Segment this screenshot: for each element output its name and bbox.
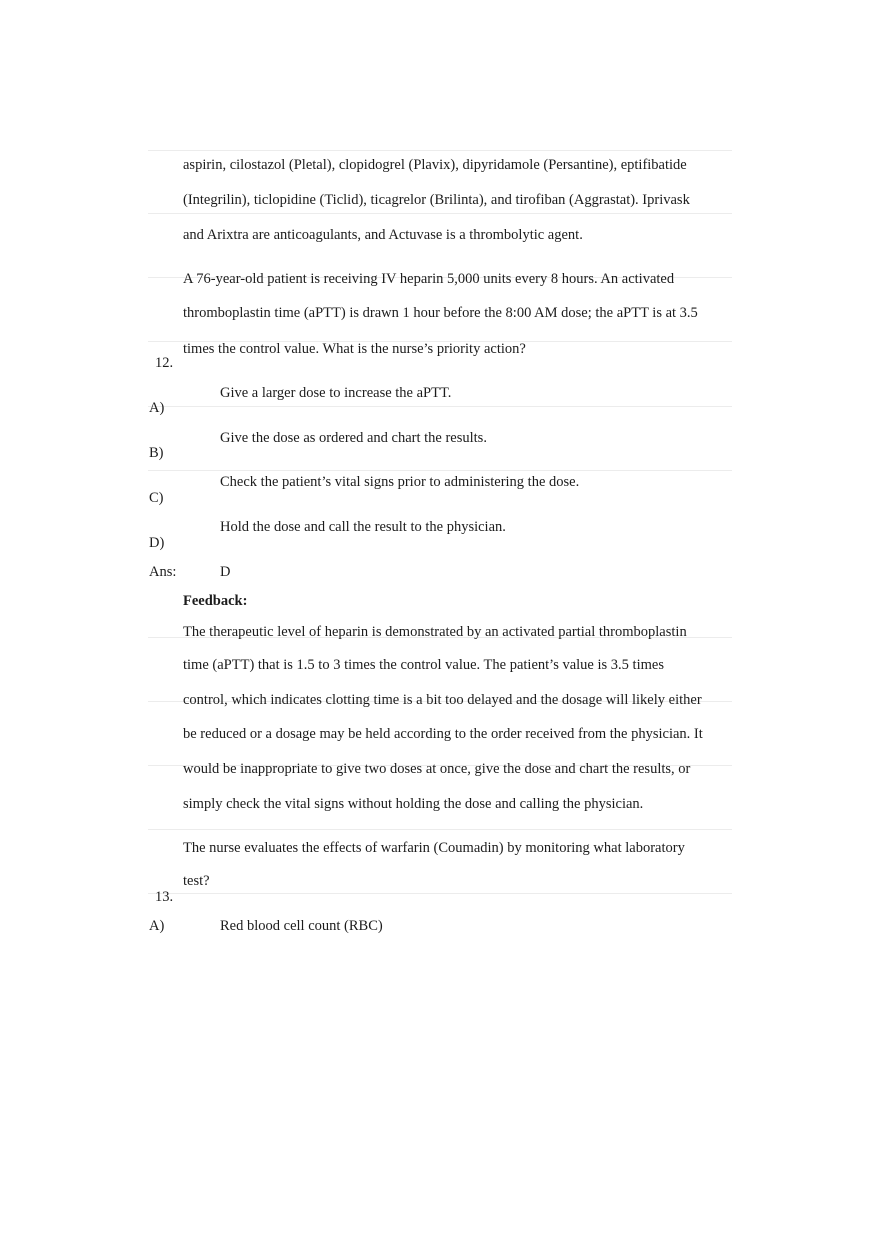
intro-line: (Integrilin), ticlopidine (Ticlid), ticagrelor (Brilinta), and tirofiban (Aggrastat). Iprivask (183, 192, 690, 208)
feedback-line: The therapeutic level of heparin is demonstrated by an activated partial thromboplastin (183, 624, 687, 640)
answer-label: Ans: (149, 564, 177, 580)
question-12-option-a-label: A) (149, 400, 165, 416)
intro-line: aspirin, cilostazol (Pletal), clopidogrel (Plavix), dipyridamole (Persantine), eptifibatide (183, 157, 687, 173)
question-12-stem-line: A 76-year-old patient is receiving IV heparin 5,000 units every 8 hours. An activated (183, 271, 675, 287)
table-rule (148, 213, 732, 214)
table-rule (148, 829, 732, 830)
question-13-number: 13. (155, 889, 174, 905)
question-12-stem-line: times the control value. What is the nurse’s priority action? (183, 341, 526, 357)
question-12-option-c-label: C) (149, 490, 164, 506)
question-12-option-b-label: B) (149, 445, 164, 461)
answer-value: D (220, 564, 231, 580)
feedback-line: simply check the vital signs without holding the dose and calling the physician. (183, 796, 644, 812)
question-13-stem-line: The nurse evaluates the effects of warfarin (Coumadin) by monitoring what laboratory (183, 840, 685, 856)
feedback-line: be reduced or a dosage may be held according to the order received from the physician. It (183, 726, 703, 742)
question-12-option-d-label: D) (149, 535, 165, 551)
feedback-heading: Feedback: (183, 593, 248, 609)
feedback-line: time (aPTT) that is 1.5 to 3 times the control value. The patient’s value is 3.5 times (183, 657, 664, 673)
question-12-option-d-text: Hold the dose and call the result to the physician. (220, 519, 506, 535)
feedback-line: control, which indicates clotting time is a bit too delayed and the dosage will likely either (183, 692, 702, 708)
question-12-number: 12. (155, 355, 174, 371)
feedback-line: would be inappropriate to give two doses at once, give the dose and chart the results, or (183, 761, 691, 777)
question-12-option-a-text: Give a larger dose to increase the aPTT. (220, 385, 452, 401)
question-13-stem-line: test? (183, 873, 210, 889)
question-13-option-a-label: A) (149, 918, 165, 934)
table-rule (148, 406, 732, 407)
question-12-option-b-text: Give the dose as ordered and chart the results. (220, 430, 487, 446)
question-13-option-a-text: Red blood cell count (RBC) (220, 918, 383, 934)
intro-line: and Arixtra are anticoagulants, and Actuvase is a thrombolytic agent. (183, 227, 583, 243)
table-rule (148, 893, 732, 894)
table-rule (148, 150, 732, 151)
question-12-stem-line: thromboplastin time (aPTT) is drawn 1 hour before the 8:00 AM dose; the aPTT is at 3.5 (183, 305, 698, 321)
table-rule (148, 470, 732, 471)
question-12-option-c-text: Check the patient’s vital signs prior to administering the dose. (220, 474, 580, 490)
